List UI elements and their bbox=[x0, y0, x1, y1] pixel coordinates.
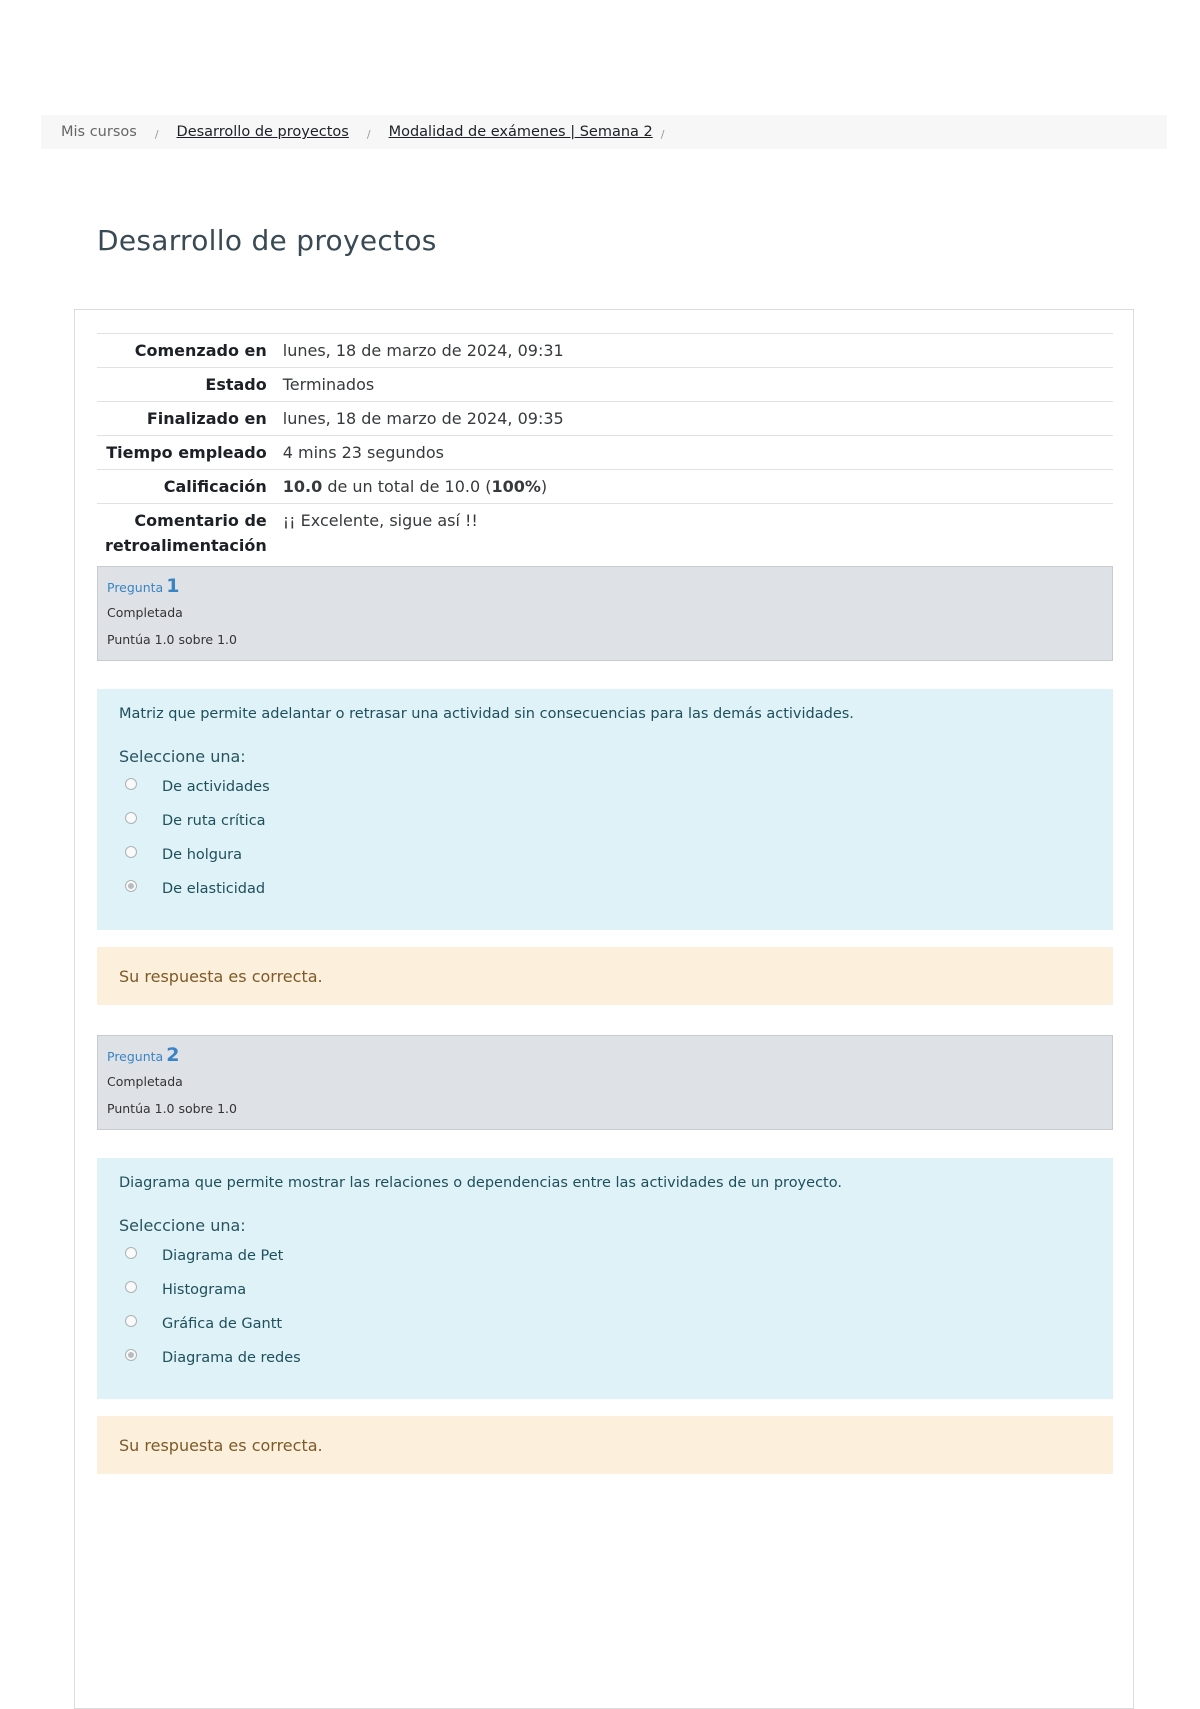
summary-row-started bbox=[97, 334, 1113, 368]
question-state: Completada bbox=[107, 605, 183, 620]
breadcrumb-link-course[interactable]: Desarrollo de proyectos bbox=[176, 124, 349, 140]
attempt-summary-table bbox=[97, 333, 1113, 562]
summary-value: 4 mins 23 segundos bbox=[275, 436, 1113, 470]
question-text: Diagrama que permite mostrar las relaciones o dependencias entre las actividades de un proyecto. bbox=[119, 1175, 842, 1191]
answer-prompt: Seleccione una: bbox=[119, 747, 246, 766]
summary-label: Comenzado en bbox=[97, 334, 275, 368]
radio-button[interactable] bbox=[125, 778, 137, 790]
summary-label: Estado bbox=[97, 368, 275, 402]
summary-label: Comentario de retroalimentación bbox=[97, 504, 275, 563]
summary-value bbox=[275, 470, 1113, 504]
answer-feedback: Su respuesta es correcta. bbox=[97, 1416, 1113, 1474]
breadcrumb-separator: / bbox=[660, 127, 665, 141]
breadcrumb-link-quiz[interactable]: Modalidad de exámenes | Semana 2 bbox=[388, 124, 653, 140]
summary-label: Tiempo empleado bbox=[97, 436, 275, 470]
radio-button[interactable] bbox=[125, 812, 137, 824]
question-label: Pregunta bbox=[107, 1049, 164, 1064]
breadcrumb bbox=[41, 115, 1167, 149]
grade-close: ) bbox=[540, 477, 548, 496]
summary-value: Terminados bbox=[275, 368, 1113, 402]
summary-row-feedback bbox=[97, 504, 1113, 563]
answer-option[interactable] bbox=[119, 838, 1091, 872]
answer-option-label: De elasticidad bbox=[162, 881, 266, 897]
answer-option-label: Histograma bbox=[162, 1282, 247, 1298]
grade-percent: 100% bbox=[491, 477, 541, 496]
answer-option-label: Diagrama de redes bbox=[162, 1350, 301, 1366]
summary-value: lunes, 18 de marzo de 2024, 09:31 bbox=[275, 334, 1113, 368]
answer-option-label: Gráfica de Gantt bbox=[162, 1316, 283, 1332]
summary-label: Calificación bbox=[97, 470, 275, 504]
radio-button[interactable] bbox=[125, 846, 137, 858]
answer-option[interactable] bbox=[119, 804, 1091, 838]
answer-option[interactable] bbox=[119, 1239, 1091, 1273]
breadcrumb-separator: / bbox=[154, 127, 159, 141]
grade-total: de un total de 10.0 ( bbox=[322, 477, 492, 496]
question-number: 2 bbox=[166, 1044, 180, 1066]
radio-button[interactable] bbox=[125, 1281, 137, 1293]
answer-option-label: De actividades bbox=[162, 779, 270, 795]
radio-button[interactable] bbox=[125, 1315, 137, 1327]
answer-option-selected[interactable] bbox=[119, 872, 1091, 906]
question-text: Matriz que permite adelantar o retrasar una actividad sin consecuencias para las demás actividades. bbox=[119, 706, 854, 722]
answer-option-label: Diagrama de Pet bbox=[162, 1248, 284, 1264]
question-number: 1 bbox=[166, 575, 180, 597]
answer-option[interactable] bbox=[119, 1307, 1091, 1341]
breadcrumb-separator: / bbox=[366, 127, 371, 141]
summary-value: lunes, 18 de marzo de 2024, 09:35 bbox=[275, 402, 1113, 436]
answer-feedback: Su respuesta es correcta. bbox=[97, 947, 1113, 1005]
page-title: Desarrollo de proyectos bbox=[97, 224, 437, 257]
answer-prompt: Seleccione una: bbox=[119, 1216, 246, 1235]
answer-option-selected[interactable] bbox=[119, 1341, 1091, 1375]
question-info bbox=[97, 566, 1113, 661]
summary-value: ¡¡ Excelente, sigue así !! bbox=[275, 504, 1113, 563]
question-score: Puntúa 1.0 sobre 1.0 bbox=[107, 632, 237, 647]
answer-option[interactable] bbox=[119, 770, 1091, 804]
radio-button-checked[interactable] bbox=[125, 880, 137, 892]
question-content bbox=[97, 1158, 1113, 1399]
breadcrumb-item-my-courses: Mis cursos bbox=[61, 124, 137, 140]
radio-button[interactable] bbox=[125, 1247, 137, 1259]
summary-row-state bbox=[97, 368, 1113, 402]
grade-score: 10.0 bbox=[282, 477, 323, 496]
answer-option-label: De ruta crítica bbox=[162, 813, 266, 829]
summary-row-time-taken bbox=[97, 436, 1113, 470]
question-content bbox=[97, 689, 1113, 930]
question-state: Completada bbox=[107, 1074, 183, 1089]
radio-button-checked[interactable] bbox=[125, 1349, 137, 1361]
question-score: Puntúa 1.0 sobre 1.0 bbox=[107, 1101, 237, 1116]
answer-option[interactable] bbox=[119, 1273, 1091, 1307]
question-label: Pregunta bbox=[107, 580, 164, 595]
summary-row-grade bbox=[97, 470, 1113, 504]
summary-label: Finalizado en bbox=[97, 402, 275, 436]
summary-row-finished bbox=[97, 402, 1113, 436]
question-info bbox=[97, 1035, 1113, 1130]
answer-option-label: De holgura bbox=[162, 847, 243, 863]
